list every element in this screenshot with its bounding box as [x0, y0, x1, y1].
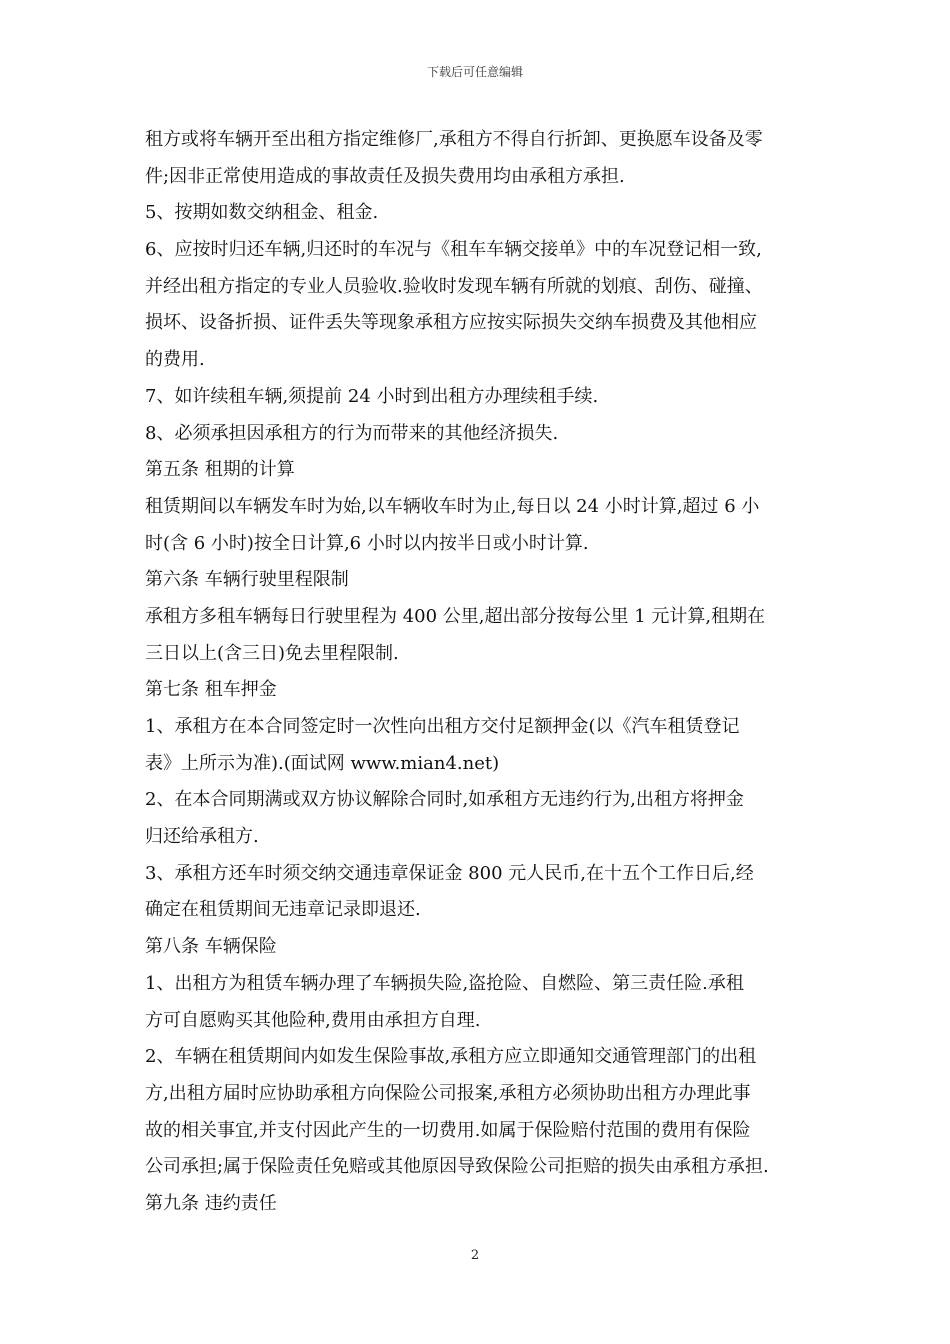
text-line: 1、承租方在本合同签定时一次性向出租方交付足额押金(以《汽车租赁登记 [145, 716, 740, 737]
text-line: 表》上所示为准).(面试网 www.mian4.net) [145, 752, 500, 774]
section-heading: 第九条 违约责任 [145, 1192, 277, 1214]
text-line: 6、应按时归还车辆,归还时的车况与《租车车辆交接单》中的车况登记相一致, [145, 239, 762, 261]
text-line: 三日以上(含三日)免去里程限制. [145, 642, 399, 664]
text-line: 归还给承租方. [145, 826, 259, 848]
document-body [145, 122, 813, 1223]
text-line: 公司承担;属于保险责任免赔或其他原因导致保险公司拒赔的损失由承租方承担. [145, 1156, 769, 1178]
text-line: 承租方多租车辆每日行驶里程为 400 公里,超出部分按每公里 1 元计算,租期在 [145, 605, 766, 627]
text-line: 时(含 6 小时)按全日计算,6 小时以内按半日或小时计算. [145, 532, 589, 554]
text-line: 7、如许续租车辆,须提前 24 小时到出租方办理续租手续. [145, 385, 599, 407]
text-line: 1、出租方为租赁车辆办理了车辆损失险,盗抢险、自燃险、第三责任险.承租 [145, 972, 744, 994]
text-line: 的费用. [145, 349, 205, 371]
text-line: 件;因非正常使用造成的事故责任及损失费用均由承租方承担. [145, 165, 625, 187]
text-line: 2、车辆在租赁期间内如发生保险事故,承租方应立即通知交通管理部门的出租 [145, 1046, 757, 1068]
text-line: 租方或将车辆开至出租方指定维修厂,承租方不得自行折卸、更换愿车设备及零 [145, 129, 763, 150]
text-line: 确定在租赁期间无违章记录即退还. [145, 899, 421, 921]
section-heading: 第五条 租期的计算 [145, 459, 295, 481]
text-line: 并经出租方指定的专业人员验收.验收时发现车辆有所就的划痕、刮伤、碰撞、 [145, 275, 763, 297]
section-heading: 第七条 租车押金 [145, 679, 277, 701]
page-header: 下载后可任意编辑 [426, 65, 523, 79]
text-line: 5、按期如数交纳租金、租金. [145, 202, 379, 224]
text-line: 租赁期间以车辆发车时为始,以车辆收车时为止,每日以 24 小时计算,超过 6 小 [145, 495, 760, 517]
text-line: 3、承租方还车时须交纳交通违章保证金 800 元人民币,在十五个工作日后,经 [145, 862, 754, 884]
text-line: 方可自愿购买其他险种,费用由承担方自理. [145, 1009, 481, 1031]
text-line: 损坏、设备折损、证件丢失等现象承租方应按实际损失交纳车损费及其他相应 [145, 312, 757, 334]
page-number: 2 [470, 1248, 480, 1263]
text-line: 故的相关事宜,并支付因此产生的一切费用.如属于保险赔付范围的费用有保险 [145, 1119, 751, 1141]
section-heading: 第六条 车辆行驶里程限制 [145, 569, 349, 591]
text-line: 2、在本合同期满或双方协议解除合同时,如承租方无违约行为,出租方将押金 [145, 789, 744, 811]
text-line: 方,出租方届时应协助承租方向保险公司报案,承租方必须协助出租方办理此事 [145, 1082, 751, 1104]
section-heading: 第八条 车辆保险 [145, 936, 277, 958]
text-line: 8、必须承担因承租方的行为而带来的其他经济损失. [145, 422, 559, 444]
